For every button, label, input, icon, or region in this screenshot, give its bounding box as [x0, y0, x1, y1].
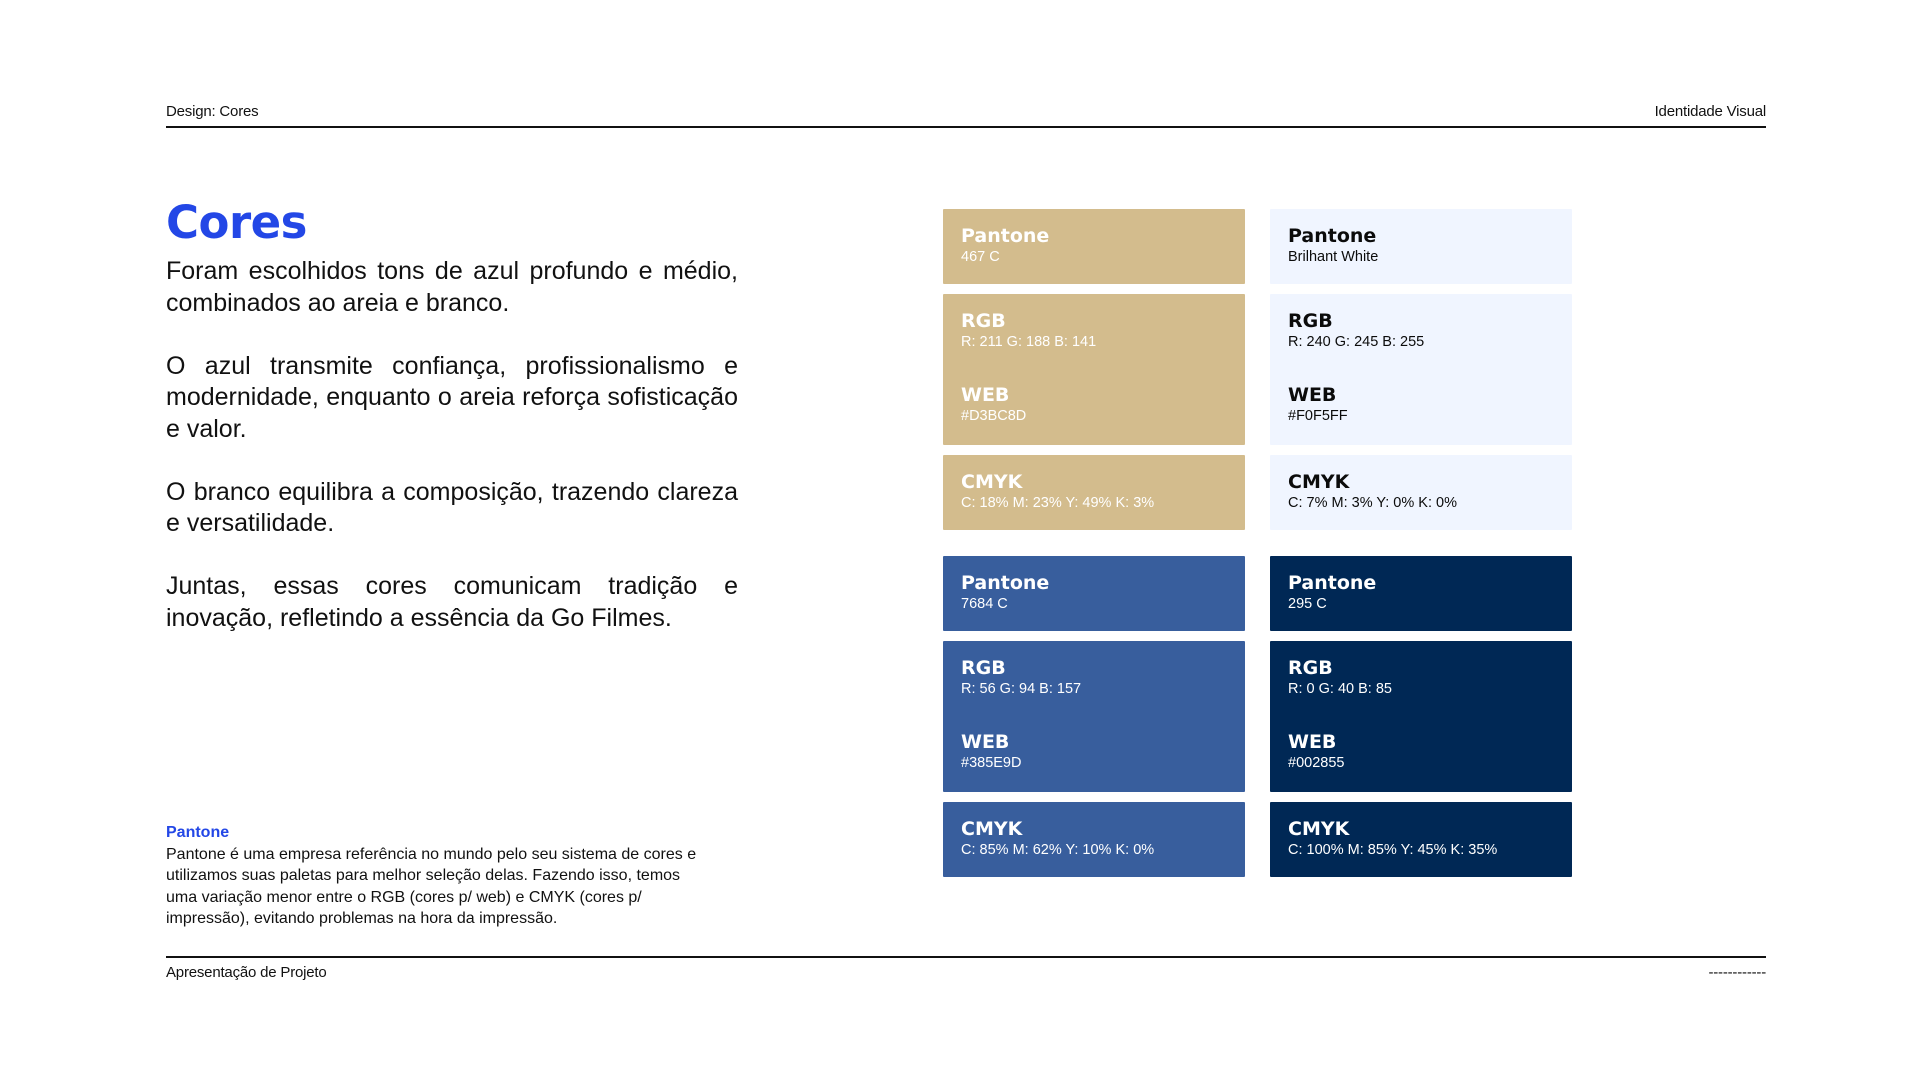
footer-dashes: ------------: [1708, 964, 1766, 981]
swatch-label: CMYK: [961, 471, 1023, 493]
swatch-label: Pantone: [961, 225, 1050, 247]
swatch-value: C: 85% M: 62% Y: 10% K: 0%: [961, 842, 1155, 858]
swatch-value: C: 18% M: 23% Y: 49% K: 3%: [961, 495, 1155, 511]
swatch-value: C: 100% M: 85% Y: 45% K: 35%: [1288, 842, 1498, 858]
intro-paragraph: O branco equilibra a composição, trazendo clareza e versatilidade.: [166, 477, 738, 537]
swatch-label: RGB: [1288, 657, 1333, 679]
swatch-label: CMYK: [961, 818, 1023, 840]
swatch-value: #D3BC8D: [961, 408, 1027, 424]
document-label: Identidade Visual: [1654, 103, 1766, 120]
swatch-label: WEB: [1288, 384, 1337, 406]
swatch-white-pantone: [1270, 209, 1572, 284]
swatch-deep-blue-pantone: [1270, 556, 1572, 631]
swatch-label: RGB: [961, 657, 1006, 679]
swatch-value: #002855: [1288, 755, 1345, 771]
page-footer: [166, 956, 1766, 986]
swatch-value: 295 C: [1288, 596, 1327, 612]
swatch-label: CMYK: [1288, 471, 1350, 493]
swatch-sand-cmyk: [943, 455, 1245, 530]
swatch-label: RGB: [1288, 310, 1333, 332]
page-title: Cores: [166, 196, 307, 249]
swatch-white-rgb-web: [1270, 294, 1572, 445]
swatch-label: Pantone: [1288, 225, 1377, 247]
note-title: Pantone: [166, 824, 230, 841]
swatch-sand-pantone: [943, 209, 1245, 284]
swatch-label: CMYK: [1288, 818, 1350, 840]
swatch-label: WEB: [961, 384, 1010, 406]
intro-paragraph: Juntas, essas cores comunicam tradição e inovação, refletindo a essência da Go Filmes.: [166, 572, 738, 632]
swatch-value: #F0F5FF: [1288, 408, 1348, 424]
note-body: Pantone é uma empresa referência no mundo pelo seu sistema de cores e utilizamos suas paletas para melhor seleção delas. Fazendo isso, temos uma variação menor entre o RGB (cores p/ web) e CMYK (cores p/ impressão), evitando problemas na hora da impressão.: [166, 845, 697, 927]
swatch-mid-blue-pantone: [943, 556, 1245, 631]
swatch-value: R: 0 G: 40 B: 85: [1288, 681, 1392, 697]
swatch-value: Brilhant White: [1288, 249, 1379, 265]
page-header: [166, 100, 1766, 128]
swatch-label: WEB: [1288, 731, 1337, 753]
footer-label: Apresentação de Projeto: [166, 964, 327, 981]
swatch-mid-blue-cmyk: [943, 802, 1245, 877]
swatch-mid-blue-rgb-web: [943, 641, 1245, 792]
swatch-value: 467 C: [961, 249, 1000, 265]
swatch-value: 7684 C: [961, 596, 1008, 612]
swatch-deep-blue-cmyk: [1270, 802, 1572, 877]
swatch-white-cmyk: [1270, 455, 1572, 530]
swatch-value: R: 240 G: 245 B: 255: [1288, 334, 1425, 350]
swatch-label: WEB: [961, 731, 1010, 753]
swatch-sand-rgb-web: [943, 294, 1245, 445]
swatch-value: C: 7% M: 3% Y: 0% K: 0%: [1288, 495, 1457, 511]
pantone-note: [166, 822, 706, 930]
intro-text: [166, 256, 738, 634]
swatch-deep-blue-rgb-web: [1270, 641, 1572, 792]
swatch-value: R: 211 G: 188 B: 141: [961, 334, 1097, 350]
swatch-value: #385E9D: [961, 755, 1022, 771]
swatch-label: Pantone: [961, 572, 1050, 594]
swatch-label: RGB: [961, 310, 1006, 332]
section-label: Design: Cores: [166, 103, 259, 120]
swatch-value: R: 56 G: 94 B: 157: [961, 681, 1082, 697]
intro-paragraph: O azul transmite confiança, profissionalismo e modernidade, enquanto o areia reforça sofisticação e valor.: [166, 351, 738, 443]
intro-paragraph: Foram escolhidos tons de azul profundo e médio, combinados ao areia e branco.: [166, 257, 738, 317]
swatch-label: Pantone: [1288, 572, 1377, 594]
